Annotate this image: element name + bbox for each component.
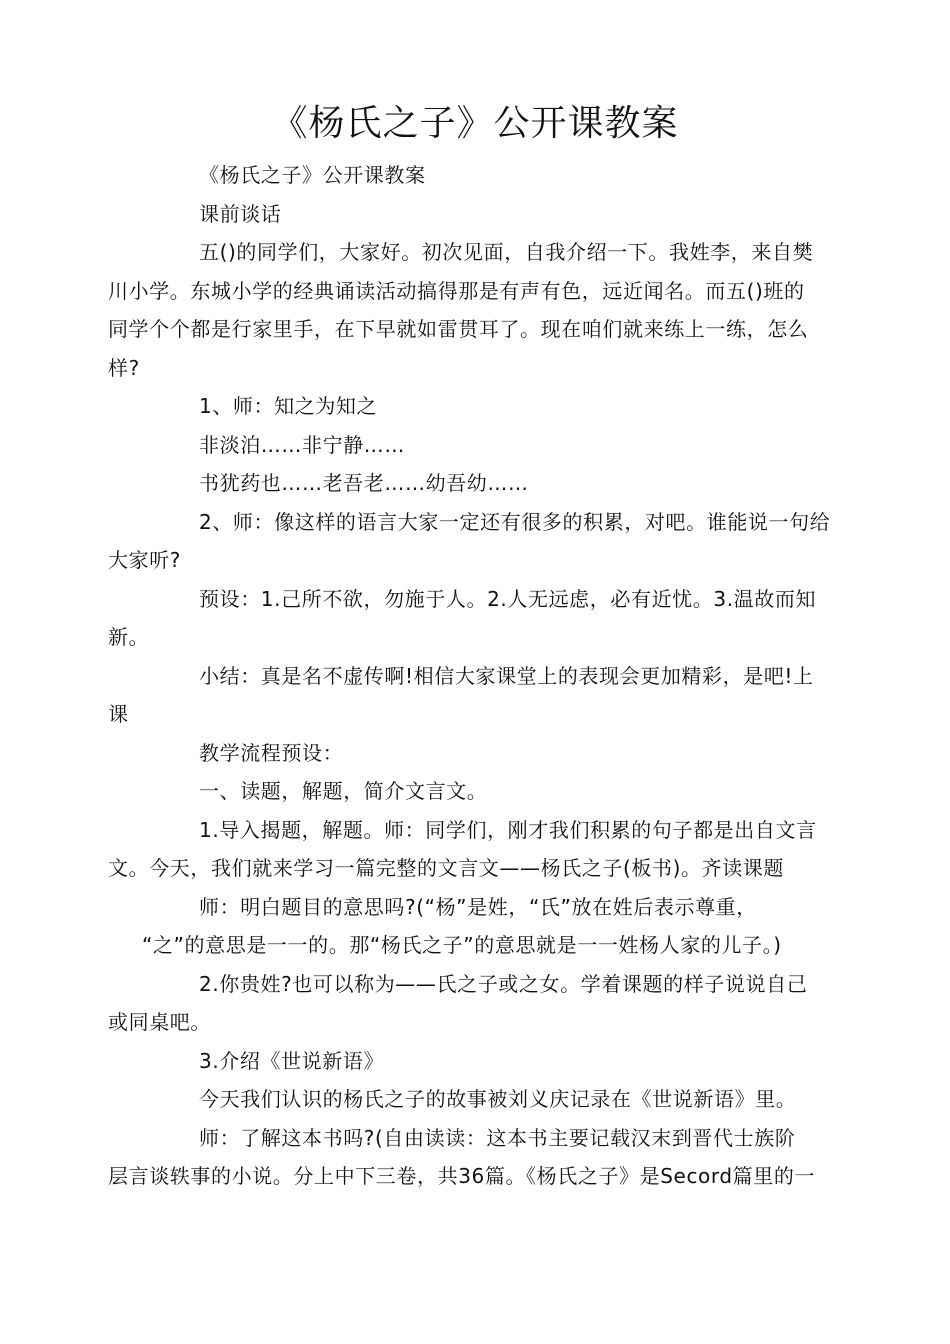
paragraph-line: “之”的意思是一一的。那“杨氏之子”的意思就是一一姓杨人家的儿子。) [142, 933, 782, 957]
paragraph-line: 非淡泊……非宁静…… [199, 433, 405, 457]
paragraph-line: 五()的同学们，大家好。初次见面，自我介绍一下。我姓李，来自樊 [199, 240, 814, 264]
paragraph-line: 预设：1.己所不欲，勿施于人。2.人无远虑，必有近忧。3.温故而知 [199, 587, 817, 611]
paragraph-line: 师：了解这本书吗?(自由读读：这本书主要记载汉末到晋代士族阶 [199, 1126, 796, 1150]
paragraph-line: 新。 [108, 625, 150, 649]
paragraph-line: 3.介绍《世说新语》 [199, 1049, 385, 1073]
paragraph-line: 层言谈轶事的小说。分上中下三卷，共36篇。《杨氏之子》是Secord篇里的一 [108, 1164, 816, 1188]
section-heading: 教学流程预设： [199, 741, 344, 765]
section-heading: 一、读题，解题，简介文言文。 [199, 779, 488, 803]
paragraph-line: 今天我们认识的杨氏之子的故事被刘义庆记录在《世说新语》里。 [199, 1087, 797, 1111]
paragraph-line: 2、师：像这样的语言大家一定还有很多的积累，对吧。谁能说一句给 [199, 510, 831, 534]
paragraph-line: 1、师：知之为知之 [199, 394, 378, 418]
paragraph-line: 1.导入揭题，解题。师：同学们，刚才我们积累的句子都是出自文言 [199, 818, 817, 842]
paragraph-line: 或同桌吧。 [108, 1010, 211, 1034]
paragraph-line: 课 [108, 702, 129, 726]
paragraph-line: 大家听? [108, 548, 182, 572]
section-heading: 课前谈话 [199, 202, 282, 226]
document-title: 《杨氏之子》公开课教案 [271, 103, 679, 144]
paragraph-line: 师：明白题目的意思吗?(“杨”是姓，“氏”放在姓后表示尊重， [199, 895, 757, 919]
paragraph-line: 书犹药也……老吾老……幼吾幼…… [199, 471, 529, 495]
paragraph-line: 样? [108, 356, 140, 380]
subtitle-line: 《杨氏之子》公开课教案 [199, 163, 426, 187]
paragraph-line: 文。今天，我们就来学习一篇完整的文言文——杨氏之子(板书)。齐读课题 [108, 856, 785, 880]
paragraph-line: 2.你贵姓?也可以称为——氏之子或之女。学着课题的样子说说自己 [199, 972, 808, 996]
paragraph-line: 川小学。东城小学的经典诵读活动搞得那是有声有色，远近闻名。而五()班的 [108, 279, 805, 303]
paragraph-line: 小结：真是名不虚传啊!相信大家课堂上的表现会更加精彩，是吧!上 [199, 664, 814, 688]
paragraph-line: 同学个个都是行家里手，在下早就如雷贯耳了。现在咱们就来练上一练，怎么 [108, 317, 809, 341]
